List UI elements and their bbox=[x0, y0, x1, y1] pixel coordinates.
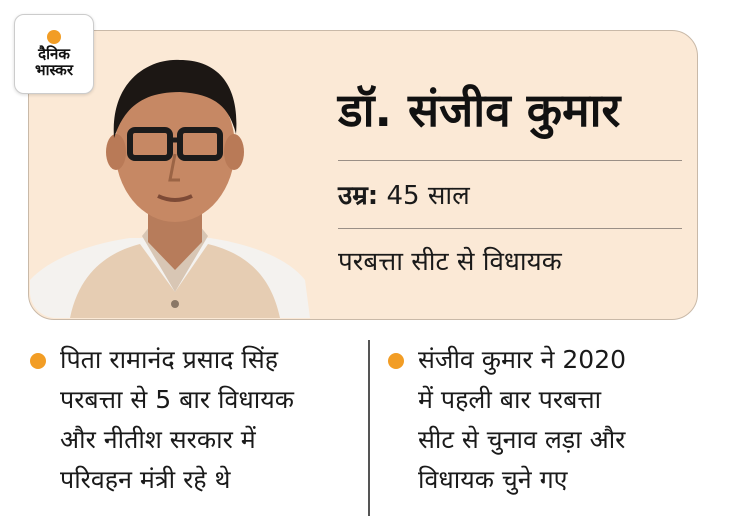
logo-sun-icon bbox=[47, 30, 61, 44]
logo-line-1: दैनिक bbox=[38, 45, 70, 63]
logo-line-2: भास्कर bbox=[35, 61, 73, 79]
divider-line-top bbox=[338, 160, 682, 161]
dainik-bhaskar-logo bbox=[14, 14, 94, 94]
column-divider bbox=[368, 340, 370, 516]
note-line: सीट से चुनाव लड़ा और bbox=[418, 425, 626, 454]
note-father bbox=[30, 340, 294, 500]
note-line: पिता रामानंद प्रसाद सिंह bbox=[60, 345, 279, 374]
bullet-icon bbox=[30, 353, 46, 369]
profile-age bbox=[338, 176, 470, 212]
profile-name: डॉ. संजीव कुमार bbox=[338, 83, 621, 137]
note-line: परिवहन मंत्री रहे थे bbox=[60, 465, 231, 494]
note-line: संजीव कुमार ने 2020 bbox=[418, 345, 627, 374]
note-line: और नीतीश सरकार में bbox=[60, 425, 256, 454]
age-label: उम्र: bbox=[338, 181, 379, 211]
note-line: विधायक चुने गए bbox=[418, 465, 568, 494]
note-line: परबत्ता से 5 बार विधायक bbox=[60, 385, 294, 414]
divider-line-bottom bbox=[338, 228, 682, 229]
note-election bbox=[388, 340, 626, 500]
note-line: में पहली बार परबत्ता bbox=[418, 385, 602, 414]
bullet-icon bbox=[388, 353, 404, 369]
profile-seat: परबत्ता सीट से विधायक bbox=[338, 247, 562, 277]
age-value: 45 साल bbox=[386, 181, 470, 211]
